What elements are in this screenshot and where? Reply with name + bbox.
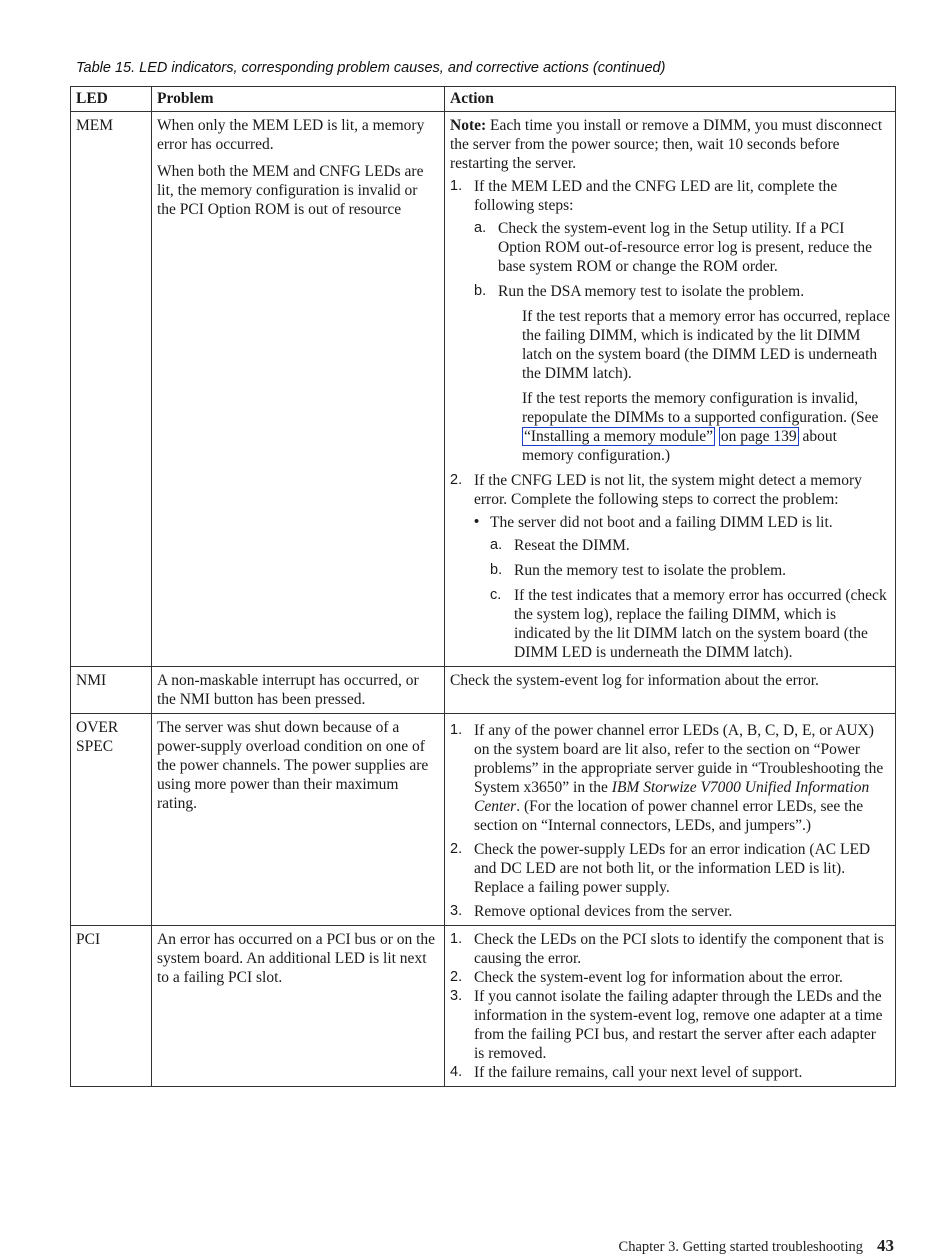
problem-text: When both the MEM and CNFG LEDs are lit, the memory configuration is invalid or the PCI Option ROM is out of resource [157,163,424,218]
sub-steps [474,219,890,465]
step-detail [498,307,890,465]
detail-text-part: about memory configuration.) [522,428,837,464]
step-letter: b. [474,283,487,299]
cross-reference-link[interactable]: on page 139 [720,428,797,445]
list-item [450,930,890,968]
step-text: Check the system-event log in the Setup utility. If a PCI Option ROM out-of-resource error log is present, reduce the base system ROM or change the ROM order. [498,220,873,275]
list-item [490,586,890,662]
action-cell [445,112,896,667]
list-item [450,721,890,835]
list-item [450,902,890,921]
detail-text-part: If the test reports the memory configuration is invalid, repopulate the DIMMs to a supported configuration. (See [522,390,879,426]
page-number: 43 [877,1236,894,1255]
led-cell: PCI [71,926,152,1087]
step-text: Remove optional devices from the server. [474,903,733,920]
led-indicators-table [70,86,896,1087]
detail-text: If the test reports that a memory error has occurred, replace the failing DIMM, which is indicated by the lit DIMM latch on the system board (the DIMM LED is underneath the DIMM latch). [522,308,890,382]
page-footer [619,1236,894,1256]
step-number: 2. [450,969,463,985]
step-text: Check the LEDs on the PCI slots to identify the component that is causing the error. [474,931,884,967]
chapter-title: Chapter 3. Getting started troubleshooting [618,1239,863,1255]
table-row-pci [71,926,896,1087]
action-steps [450,721,890,921]
step-number: 3. [450,988,463,1004]
step-number: 2. [450,841,463,857]
note [450,116,890,173]
list-item [450,987,890,1063]
sub-steps [490,536,890,662]
led-cell [71,714,152,926]
step-text: If you cannot isolate the failing adapter through the LEDs and the information in the system-event log, remove one adapter at a time from the failing PCI bus, and restart the server after each adapter is removed. [474,988,883,1062]
header-problem: Problem [152,87,445,112]
led-cell: NMI [71,667,152,714]
table-row-mem [71,112,896,667]
step-number: 1. [450,722,463,738]
list-item [490,561,890,580]
led-cell: MEM [71,112,152,667]
bullet-item [474,513,890,662]
step-text: Run the DSA memory test to isolate the problem. [498,283,805,300]
step-number: 1. [450,178,463,194]
note-text: Each time you install or remove a DIMM, you must disconnect the server from the power source; then, wait 10 seconds before restarting the server. [450,117,883,172]
list-item [450,1063,890,1082]
problem-cell: A non-maskable interrupt has occurred, or the NMI button has been pressed. [152,667,445,714]
header-led: LED [71,87,152,112]
action-steps [450,930,890,1082]
step-text: Run the memory test to isolate the problem. [514,562,787,579]
list-item [450,471,890,662]
led-name-part: SPEC [76,738,114,755]
step-letter: a. [474,220,487,236]
table-row-overspec [71,714,896,926]
step-text: If the failure remains, call your next level of support. [474,1064,803,1081]
step-letter: a. [490,537,503,553]
list-item [490,536,890,555]
step-text: Check the system-event log for information about the error. [474,969,843,986]
table-row-nmi [71,667,896,714]
led-name-part: OVER [76,719,119,736]
step-text: If the CNFG LED is not lit, the system might detect a memory error. Complete the following steps to correct the problem: [474,472,862,508]
step-letter: b. [490,562,503,578]
header-action: Action [445,87,896,112]
problem-cell [152,112,445,667]
action-cell [445,714,896,926]
step-text: If any of the power channel error LEDs (A, B, C, D, E, or AUX) on the system board are lit also, refer to the section on “Power problems” in the appropriate server guide in “Troubleshooting the System x3650” in the [474,722,884,796]
step-number: 4. [450,1064,463,1080]
list-item [450,840,890,897]
step-text: Check the power-supply LEDs for an error indication (AC LED and DC LED are not both lit, or the information LED is lit). Replace a failing power supply. [474,841,871,896]
list-item [450,177,890,465]
action-steps [450,177,890,662]
table-caption: Table 15. LED indicators, corresponding problem causes, and corrective actions (continued) [76,60,666,76]
action-cell [445,926,896,1087]
problem-text: When only the MEM LED is lit, a memory error has occurred. [157,117,425,153]
step-text: . (For the location of power channel error LEDs, see the section on “Internal connectors, LEDs, and jumpers”.) [474,798,864,834]
cross-reference-link[interactable]: “Installing a memory module” [524,428,713,445]
table-header-row [71,87,896,112]
step-letter: c. [490,587,502,603]
step-text: If the MEM LED and the CNFG LED are lit, complete the following steps: [474,178,838,214]
bullet-list [474,513,890,662]
note-label: Note: [450,117,487,134]
list-item [474,282,890,465]
step-number: 1. [450,931,463,947]
step-number: 2. [450,472,463,488]
bullet-symbol: • [474,514,480,530]
step-text-italic: IBM Storwize V7000 Unified Information Center [474,779,870,815]
list-item [474,219,890,276]
step-text: If the test indicates that a memory error has occurred (check the system log), replace the failing DIMM, which is indicated by the lit DIMM latch on the system board (the DIMM LED is underneath the DIMM latch). [514,587,887,661]
detail-text [522,389,890,465]
step-number: 3. [450,903,463,919]
problem-cell: The server was shut down because of a power-supply overload condition on one of the power channels. The power supplies are using more power than their maximum rating. [152,714,445,926]
problem-cell: An error has occurred on a PCI bus or on the system board. An additional LED is lit next to a failing PCI slot. [152,926,445,1087]
step-text: Reseat the DIMM. [514,537,630,554]
bullet-text: The server did not boot and a failing DIMM LED is lit. [490,514,833,531]
action-cell: Check the system-event log for information about the error. [445,667,896,714]
list-item [450,968,890,987]
